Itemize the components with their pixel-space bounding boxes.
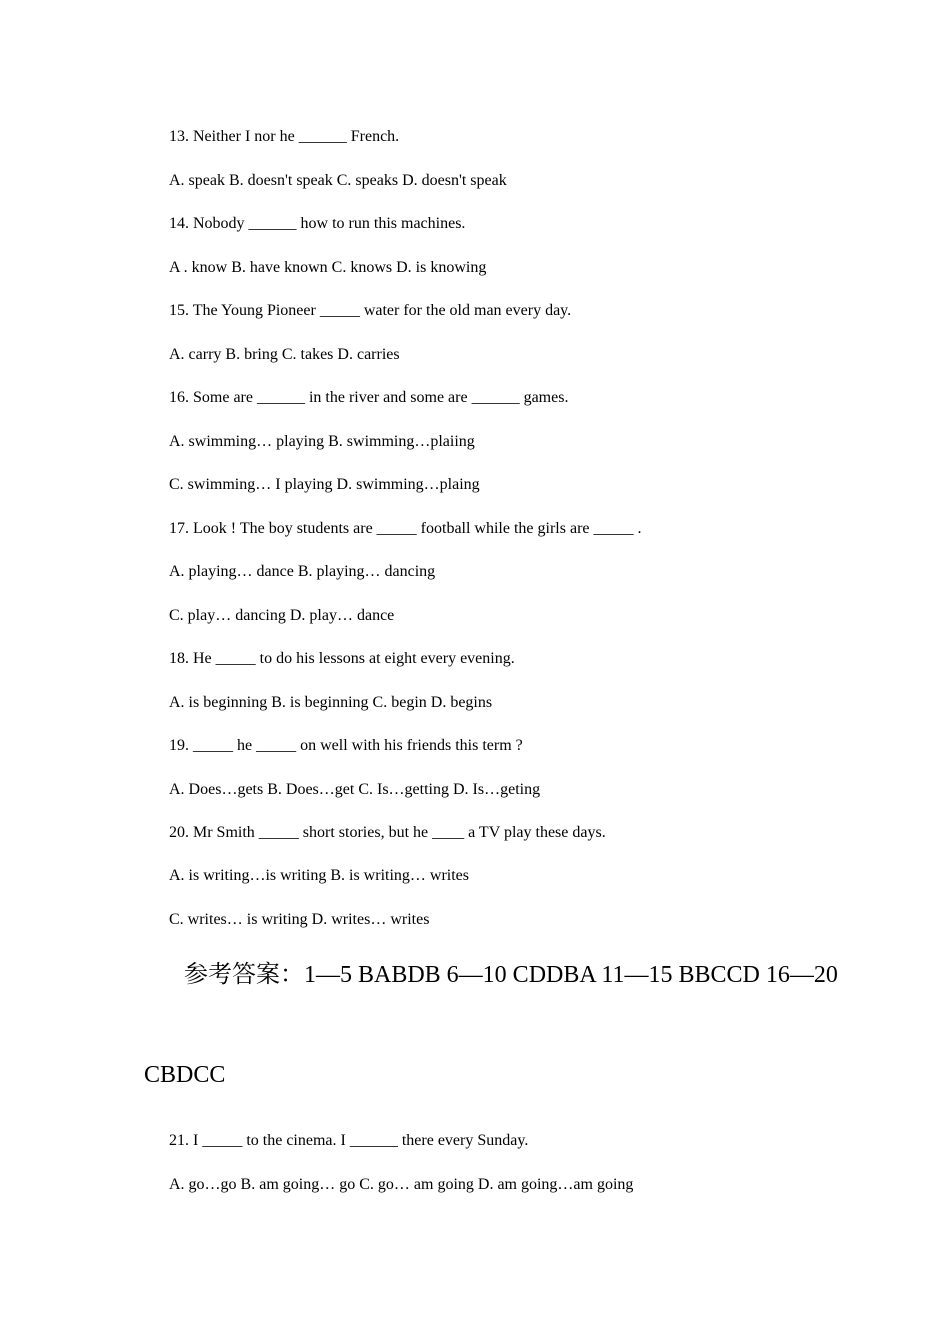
question-17: 17. Look ! The boy students are _____ football while the girls are _____ . xyxy=(169,520,642,537)
options-14: A . know B. have known C. knows D. is knowing xyxy=(169,259,487,276)
question-18: 18. He _____ to do his lessons at eight every evening. xyxy=(169,650,515,667)
question-19: 19. _____ he _____ on well with his friends this term ? xyxy=(169,737,523,754)
options-16-ab: A. swimming… playing B. swimming…plaiing xyxy=(169,433,475,450)
options-17-cd: C. play… dancing D. play… dance xyxy=(169,607,395,624)
question-16: 16. Some are ______ in the river and some are ______ games. xyxy=(169,389,569,406)
options-20-ab: A. is writing…is writing B. is writing… writes xyxy=(169,867,469,884)
options-21: A. go…go B. am going… go C. go… am going D. am going…am going xyxy=(169,1176,634,1193)
answer-key-line-2: CBDCC xyxy=(144,1062,226,1088)
options-20-cd: C. writes… is writing D. writes… writes xyxy=(169,911,430,928)
options-15: A. carry B. bring C. takes D. carries xyxy=(169,346,400,363)
options-18: A. is beginning B. is beginning C. begin D. begins xyxy=(169,694,493,711)
question-21: 21. I _____ to the cinema. I ______ there every Sunday. xyxy=(169,1132,529,1149)
question-15: 15. The Young Pioneer _____ water for the old man every day. xyxy=(169,302,572,319)
options-17-ab: A. playing… dance B. playing… dancing xyxy=(169,563,436,580)
options-16-cd: C. swimming… I playing D. swimming…plaing xyxy=(169,476,480,493)
answer-key-line-1: 参考答案：1—5 BABDB 6—10 CDDBA 11—15 BBCCD 16—20 xyxy=(184,962,838,988)
question-13: 13. Neither I nor he ______ French. xyxy=(169,128,400,145)
options-13: A. speak B. doesn't speak C. speaks D. doesn't speak xyxy=(169,172,507,189)
options-19: A. Does…gets B. Does…get C. Is…getting D. Is…geting xyxy=(169,781,541,798)
question-14: 14. Nobody ______ how to run this machines. xyxy=(169,215,466,232)
question-20: 20. Mr Smith _____ short stories, but he ____ a TV play these days. xyxy=(169,824,606,841)
